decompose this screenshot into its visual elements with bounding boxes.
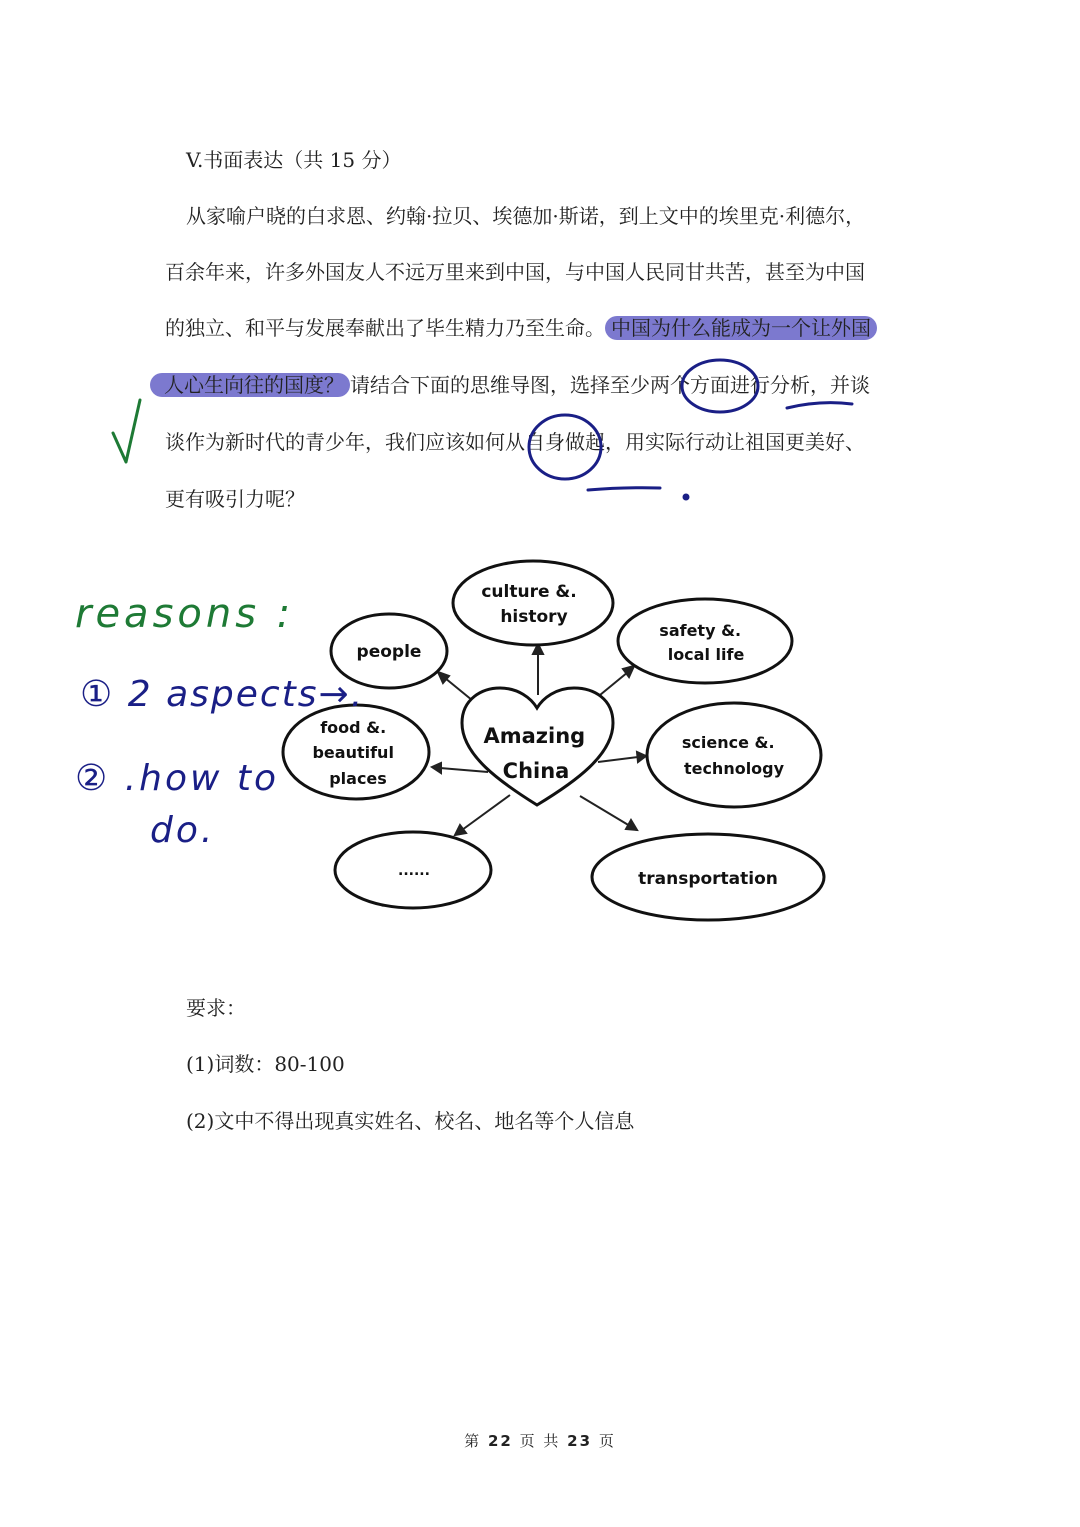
arrow-to-transportation: [580, 796, 630, 826]
arrowhead-transportation: [626, 820, 637, 830]
highlighted-question-part-1: 中国为什么能成为一个让外国: [605, 316, 877, 340]
underline-mark-do: [588, 488, 660, 490]
paragraph-line-6: 更有吸引力呢？: [165, 487, 305, 511]
food-label-line-3: places: [329, 769, 387, 788]
handwritten-item-1: ① 2 aspects→.: [80, 674, 365, 715]
requirement-no-personal-info: (2)文中不得出现真实姓名、校名、地名等个人信息: [186, 1109, 635, 1133]
dot-mark: [684, 495, 688, 499]
underline-mark-analysis: [787, 403, 852, 408]
node-safety-local-life: [618, 599, 792, 683]
arrowhead-more: [455, 825, 466, 835]
node-culture-history: [453, 561, 613, 645]
svg-text:people: [357, 642, 422, 662]
highlighted-question-part-2: 人心生向往的国度？: [150, 373, 350, 397]
science-label-line-1: science &.: [681, 733, 775, 752]
svg-text:transportation: [638, 869, 778, 889]
footer-total-pages: 23: [567, 1432, 593, 1450]
center-label-line-1: Amazing: [483, 724, 586, 748]
footer-suffix: 页: [598, 1432, 616, 1450]
people-label: people: [356, 642, 422, 662]
arrowhead-people: [438, 672, 449, 683]
arrow-to-more: [462, 795, 510, 830]
paragraph-line-3-text: 的独立、和平与发展奉献出了毕生精力乃至生命。: [165, 316, 605, 340]
center-label-line-2: China: [502, 759, 570, 783]
section-title: V.书面表达（共 15 分）: [186, 148, 402, 172]
requirement-word-count: (1)词数：80-100: [186, 1052, 345, 1076]
more-label: ......: [398, 863, 430, 879]
safety-label-line-1: safety &.: [659, 621, 742, 640]
safety-label-line-2: local life: [667, 645, 745, 664]
arrowhead-food: [432, 763, 441, 773]
paragraph-line-5: 谈作为新时代的青少年，我们应该如何从自身做起，用实际行动让祖国更美好、: [165, 430, 865, 454]
paragraph-line-4-text: 请结合下面的思维导图，选择至少两个方面进行分析，并谈: [350, 373, 870, 397]
svg-text:......: [398, 863, 430, 879]
node-science-technology: [647, 703, 821, 807]
page-footer: [0, 1430, 1080, 1451]
circle-mark-oneself: [529, 415, 601, 479]
food-label-line-2: beautiful: [312, 743, 394, 762]
transportation-label: transportation: [638, 869, 778, 889]
culture-label-line-2: history: [500, 607, 568, 627]
paragraph-line-2: 百余年来，许多外国友人不远万里来到中国，与中国人民同甘共苦，甚至为中国: [165, 260, 865, 284]
arrow-to-food: [440, 768, 488, 772]
food-label-line-1: food &.: [320, 718, 387, 737]
handwritten-item-2: ② .how to: [75, 758, 280, 799]
culture-label-line-1: culture &.: [481, 582, 577, 602]
arrow-to-safety: [600, 672, 628, 695]
arrowhead-science: [637, 752, 646, 762]
paragraph-line-1: 从家喻户晓的白求恩、约翰·拉贝、埃德加·斯诺，到上文中的埃里克·利德尔，: [186, 204, 866, 228]
check-mark-icon: [113, 400, 140, 462]
handwritten-item-2-cont: do.: [150, 810, 216, 851]
requirements-title: 要求：: [186, 996, 246, 1020]
handwritten-reasons: reasons :: [75, 591, 295, 637]
circle-mark-two-aspects: [682, 360, 758, 412]
science-label-line-2: technology: [683, 759, 785, 778]
footer-mid: 页 共: [519, 1432, 561, 1450]
footer-page-number: 22: [487, 1432, 513, 1450]
arrow-to-science: [598, 757, 638, 762]
footer-prefix: 第: [464, 1432, 482, 1450]
